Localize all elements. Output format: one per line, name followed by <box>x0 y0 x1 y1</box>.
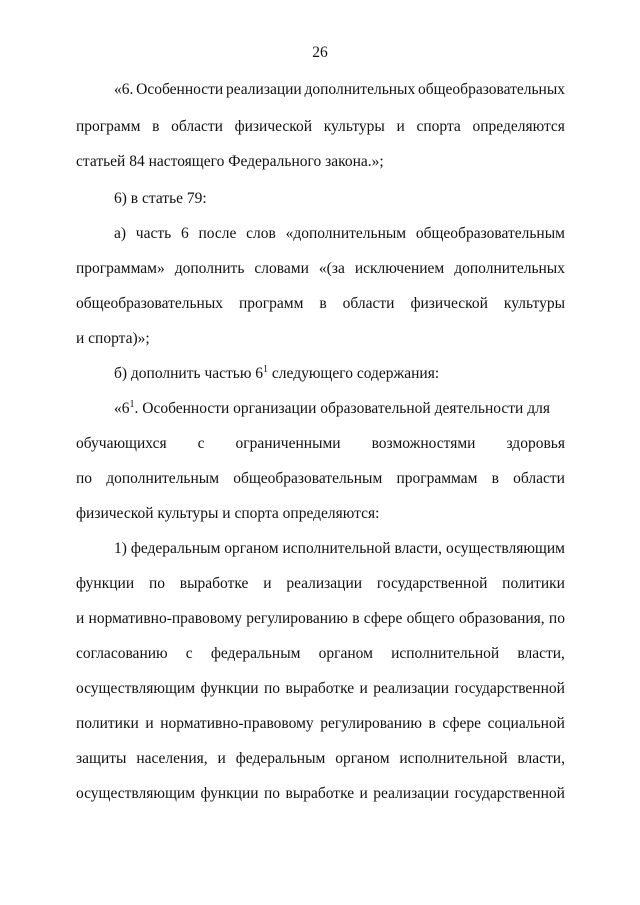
paragraph-line <box>76 294 565 314</box>
word: а) <box>114 225 127 242</box>
word: функции <box>200 680 259 697</box>
paragraph-line <box>114 80 565 100</box>
word: общего <box>406 610 455 627</box>
paragraph-line <box>76 469 565 489</box>
word: «(за <box>318 260 345 277</box>
word: физической <box>234 118 313 135</box>
word: и <box>359 680 368 697</box>
word: по <box>264 680 281 697</box>
word: осуществляющим <box>76 785 196 802</box>
word: программам <box>396 470 478 487</box>
word: культуры <box>323 118 385 135</box>
word: сфере <box>442 715 482 732</box>
word: населения, <box>136 750 208 767</box>
word: государственной <box>454 680 565 697</box>
word: функции <box>200 785 259 802</box>
word: выработке <box>285 680 355 697</box>
word: федеральным <box>235 750 326 767</box>
word: государственной <box>376 575 488 592</box>
paragraph-line <box>114 364 565 384</box>
word: федеральным <box>210 645 301 662</box>
word: культуры <box>503 295 565 312</box>
word: области <box>171 118 223 135</box>
word: реализации <box>373 680 450 697</box>
word: обучающихся <box>76 435 167 452</box>
word: исполнительной <box>391 645 500 662</box>
word: исполнительной <box>282 540 391 557</box>
paragraph-line <box>76 434 565 454</box>
word: области <box>342 295 395 312</box>
word: 6 <box>180 225 189 242</box>
word: исполнительной <box>399 750 508 767</box>
word: и <box>145 715 154 732</box>
word: исключением <box>354 260 445 277</box>
word: возможностями <box>371 435 476 452</box>
paragraph-line: и спорта)»; <box>76 330 150 347</box>
paragraph-line <box>76 117 565 137</box>
word: здоровья <box>506 435 565 452</box>
word: по <box>148 575 165 592</box>
word: в <box>152 118 160 135</box>
word: слов <box>246 225 276 242</box>
word: после <box>198 225 237 242</box>
word: и <box>76 610 85 627</box>
word: регулированию <box>320 715 422 732</box>
word: регулированию <box>246 610 348 627</box>
word: нормативно-правовому <box>88 610 242 627</box>
word: спорта <box>416 118 461 135</box>
word: дополнительным <box>106 470 220 487</box>
word: федеральным <box>130 540 221 557</box>
word: и <box>263 575 272 592</box>
word: и <box>359 785 368 802</box>
word: с <box>197 435 205 452</box>
word: дополнительных <box>454 260 565 277</box>
word: программам» <box>76 260 165 277</box>
word: общеобразовательных <box>76 295 224 312</box>
word: ограниченными <box>235 435 341 452</box>
word: социальной <box>487 715 565 732</box>
word: органом <box>318 645 373 662</box>
word: государственной <box>454 785 565 802</box>
paragraph-line: физической культуры и спорта определяются: <box>76 505 380 522</box>
paragraph-line <box>76 259 565 279</box>
word: в <box>491 470 499 487</box>
word: реализации <box>286 575 363 592</box>
line-text: . Особенности организации образовательной деятельности для <box>134 400 550 417</box>
paragraph-line: статьей 84 настоящего Федерального закона.»; <box>76 153 384 170</box>
word: защиты <box>76 750 127 767</box>
word: в <box>352 610 360 627</box>
word: выработке <box>179 575 249 592</box>
word: образования, <box>459 610 545 627</box>
paragraph-line <box>76 784 565 804</box>
word: политики <box>76 715 139 732</box>
word: выработке <box>285 785 355 802</box>
word: «6. <box>114 81 134 98</box>
word: и <box>217 750 226 767</box>
word: власти, <box>394 540 443 557</box>
word: часть <box>135 225 172 242</box>
word: области <box>513 470 565 487</box>
paragraph-line <box>76 644 565 664</box>
word: по <box>76 470 93 487</box>
paragraph-line <box>76 609 565 629</box>
word: с <box>185 645 193 662</box>
word: реализации <box>373 785 450 802</box>
paragraph-line <box>114 539 565 559</box>
word: по <box>264 785 281 802</box>
word: программ <box>76 118 141 135</box>
page-number: 26 <box>312 44 328 61</box>
paragraph-line: 6) в статье 79: <box>114 190 207 207</box>
word: и <box>396 118 405 135</box>
word: сфере <box>363 610 403 627</box>
word: органом <box>224 540 279 557</box>
word: реализации <box>225 81 302 98</box>
word: дополнительных <box>304 81 416 98</box>
paragraph-line <box>114 399 565 419</box>
line-text: следующего содержания: <box>268 365 440 382</box>
paragraph-line <box>76 714 565 734</box>
word: власти, <box>517 750 565 767</box>
line-text: «6 <box>114 400 130 417</box>
word: в <box>428 715 436 732</box>
paragraph-line <box>76 679 565 699</box>
word: программ <box>238 295 304 312</box>
word: власти, <box>517 645 565 662</box>
word: общеобразовательных <box>417 81 565 98</box>
word: определяются <box>472 118 565 135</box>
paragraph-line <box>76 574 565 594</box>
word: Особенности <box>136 81 224 98</box>
superscript: 1 <box>263 364 269 375</box>
word: осуществляющим <box>76 680 196 697</box>
word: 1) <box>114 540 127 557</box>
word: функции <box>76 575 135 592</box>
word: нормативно-правовому <box>160 715 314 732</box>
superscript: 1 <box>129 399 135 410</box>
paragraph-line <box>114 224 565 244</box>
word: политики <box>502 575 565 592</box>
word: физической <box>410 295 488 312</box>
word: общеобразовательным <box>415 225 565 242</box>
line-text: б) дополнить частью 6 <box>114 365 264 382</box>
word: словами <box>254 260 309 277</box>
word: осуществляющим <box>445 540 565 557</box>
word: по <box>548 610 565 627</box>
word: дополнить <box>174 260 245 277</box>
word: в <box>319 295 327 312</box>
word: органом <box>335 750 390 767</box>
word: согласованию <box>76 645 168 662</box>
word: общеобразовательным <box>233 470 383 487</box>
paragraph-line <box>76 749 565 769</box>
word: «дополнительным <box>285 225 407 242</box>
